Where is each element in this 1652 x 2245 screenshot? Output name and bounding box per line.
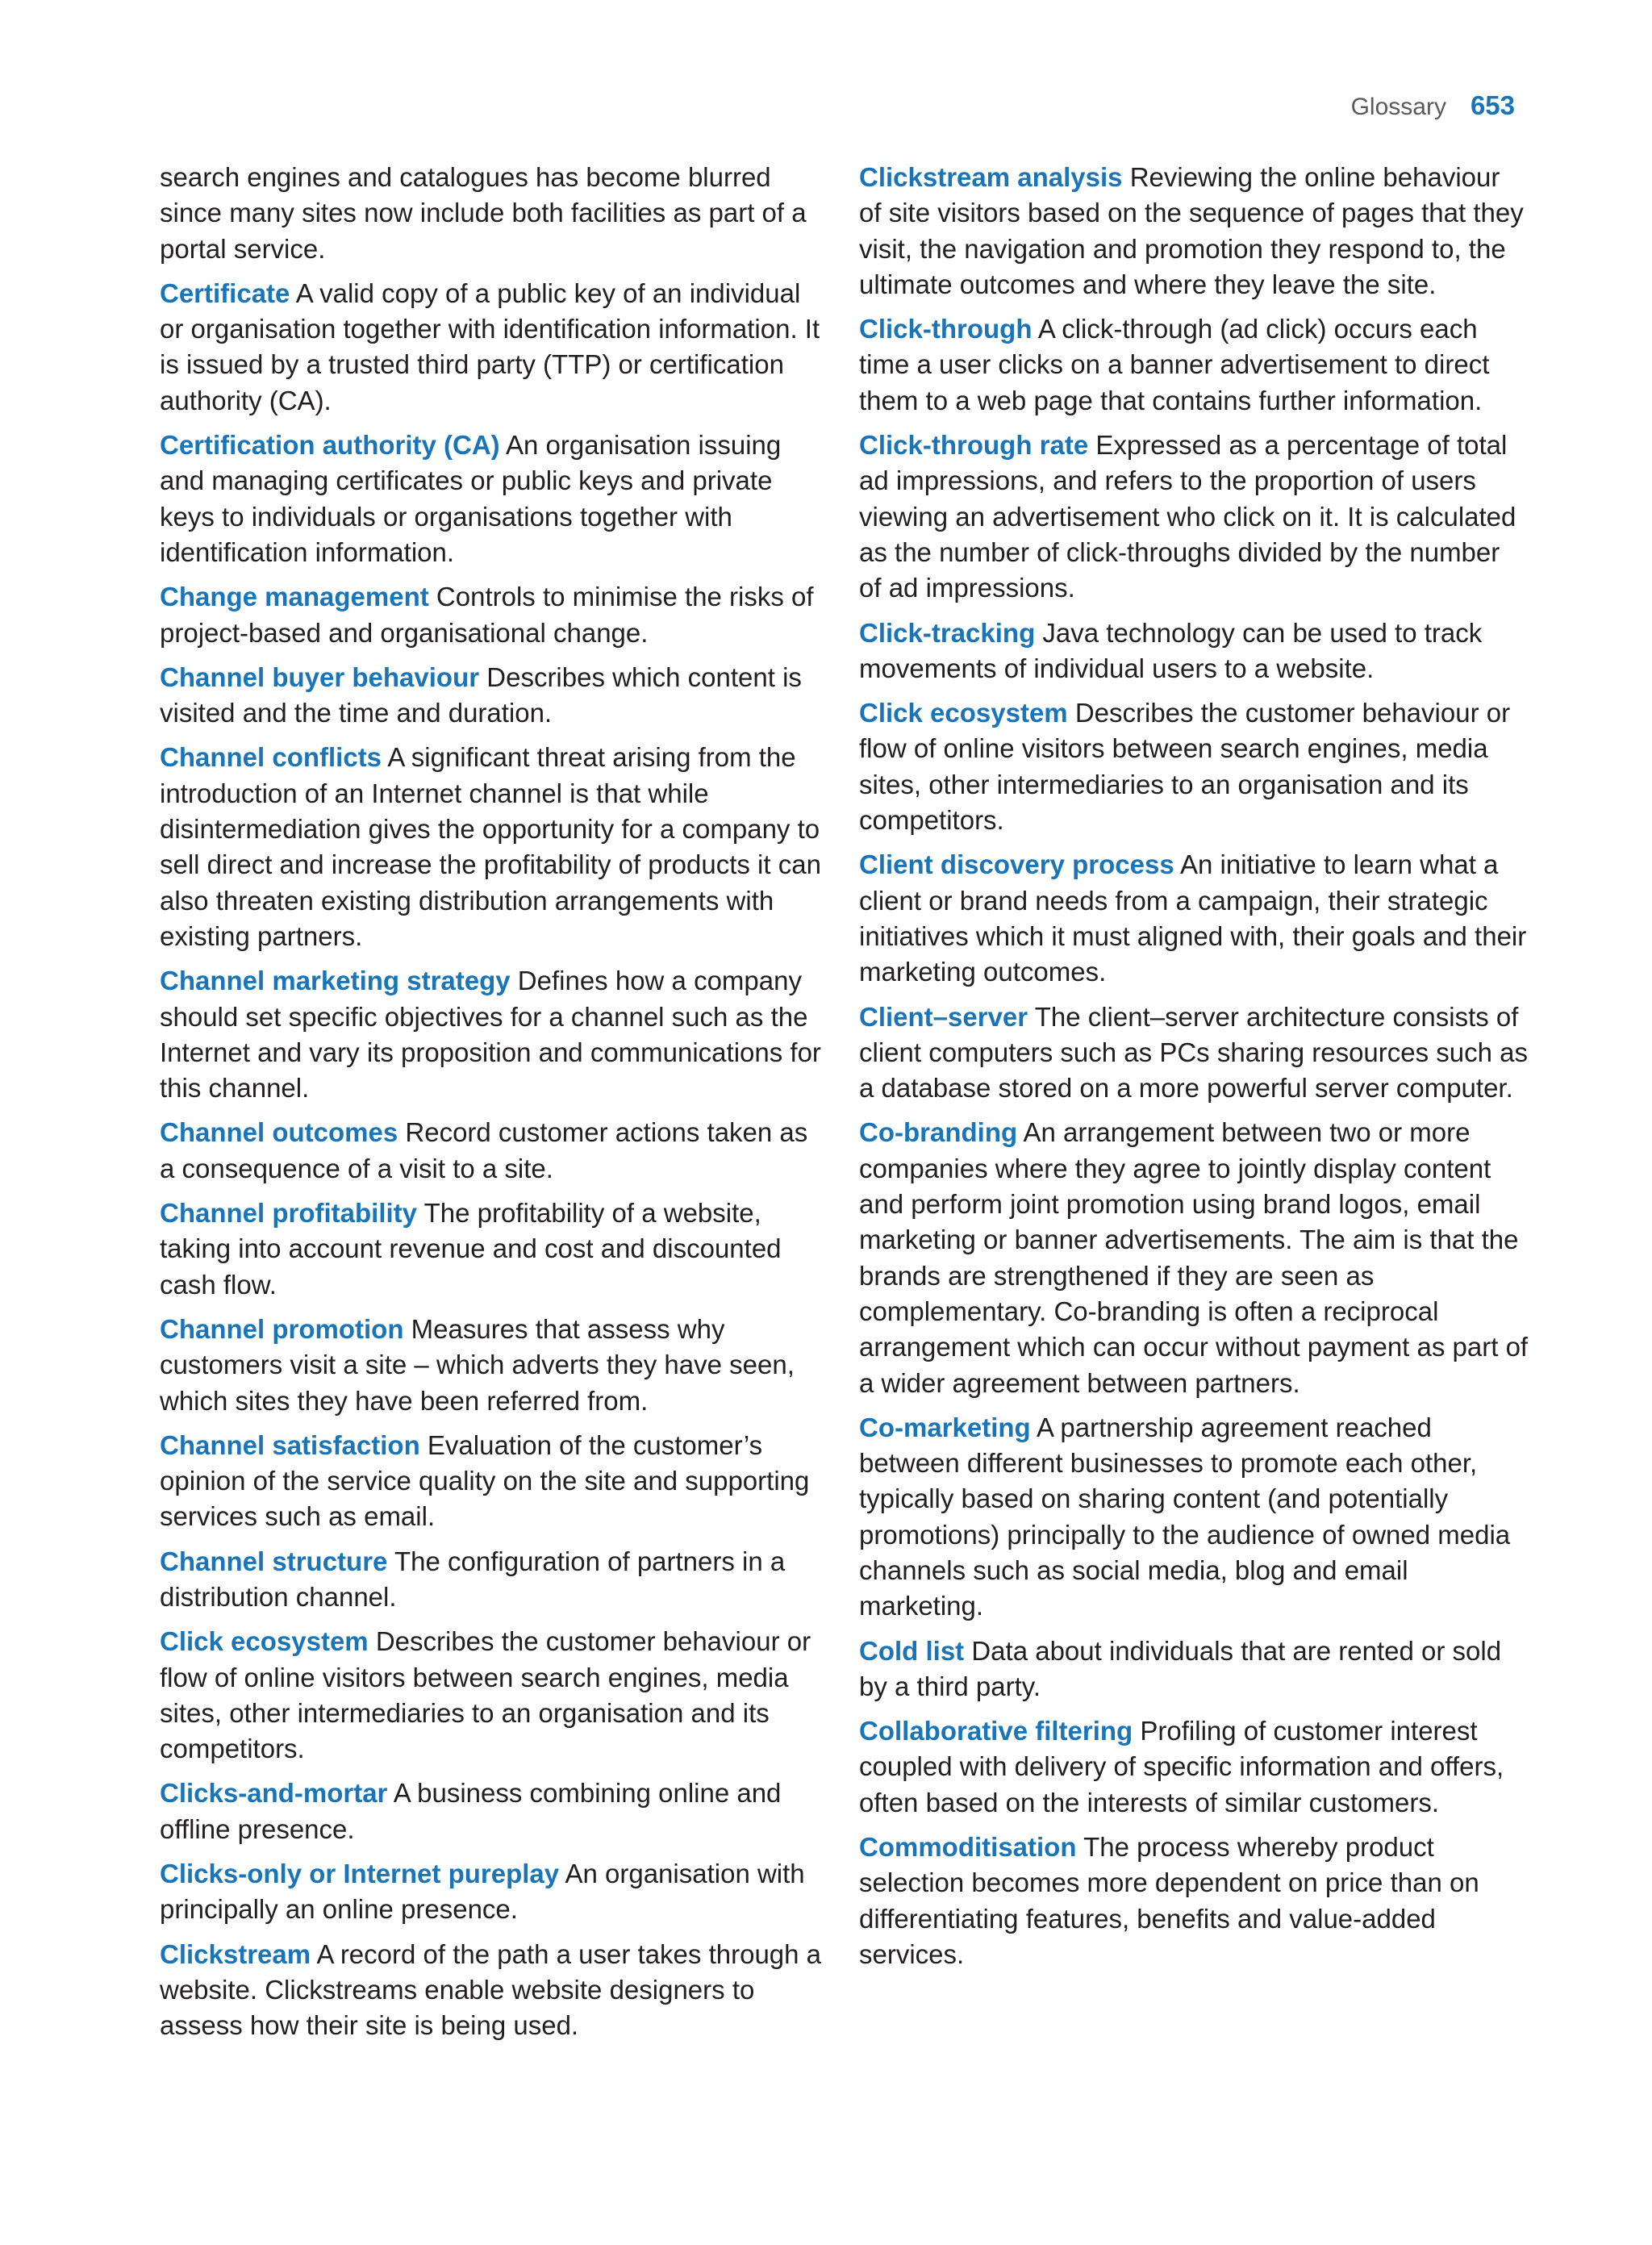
glossary-term: Click ecosystem xyxy=(160,1626,369,1657)
glossary-definition: search engines and catalogues has become blurred since many sites now include both facilities as part of a portal service. xyxy=(160,162,807,264)
glossary-entry xyxy=(160,1115,829,1187)
glossary-term: Channel outcomes xyxy=(160,1117,398,1148)
glossary-entry xyxy=(160,1428,829,1535)
glossary-definition: Measures that assess why customers visit a site – which adverts they have seen, which sites they have been referred from. xyxy=(160,1313,795,1416)
glossary-term: Client discovery process xyxy=(859,849,1174,880)
glossary-definition: The process whereby product selection becomes more dependent on price than on differentiating features, benefits and value-added services. xyxy=(859,1832,1479,1969)
glossary-entry xyxy=(859,1634,1529,1705)
glossary-definition: Describes the customer behaviour or flow of online visitors between search engines, media sites, other intermediaries to an organisation and its competitors. xyxy=(160,1626,811,1764)
glossary-entry xyxy=(859,847,1529,990)
glossary-definition: The profitability of a website, taking into account revenue and cost and discounted cash flow. xyxy=(160,1198,782,1300)
glossary-entry xyxy=(160,579,829,651)
running-head xyxy=(1351,90,1515,131)
glossary-definition: A valid copy of a public key of an individual or organisation together with identification information. It is issued by a trusted third party (TTP) or certification authority (CA). xyxy=(160,277,820,415)
glossary-entry xyxy=(859,999,1529,1107)
glossary-term: Channel promotion xyxy=(160,1313,404,1344)
glossary-entry xyxy=(859,695,1529,838)
glossary-entry xyxy=(160,963,829,1106)
glossary-definition: The configuration of partners in a distribution channel. xyxy=(160,1546,786,1612)
glossary-entry xyxy=(859,1115,1529,1400)
glossary-entry xyxy=(160,1624,829,1767)
glossary-entry xyxy=(160,1196,829,1303)
glossary-entry xyxy=(859,1713,1529,1821)
glossary-definition: Profiling of customer interest coupled with delivery of specific information and offers, often based on the interests of similar customers. xyxy=(859,1716,1504,1817)
glossary-entry xyxy=(160,160,829,267)
glossary-definition: Controls to minimise the risks of project-based and organisational change. xyxy=(160,582,814,648)
glossary-entry xyxy=(160,428,829,570)
glossary-definition: An organisation issuing and managing certificates or public keys and private keys to individuals or organisations together with identification information. xyxy=(160,430,782,567)
glossary-entry xyxy=(160,1312,829,1419)
glossary-definition: Describes which content is visited and the time and duration. xyxy=(160,661,802,728)
glossary-term: Certificate xyxy=(160,277,290,308)
glossary-entry xyxy=(160,276,829,419)
glossary-entry xyxy=(859,428,1529,606)
glossary-term: Channel structure xyxy=(160,1546,388,1576)
glossary-column-left xyxy=(160,160,829,2053)
glossary-term: Channel satisfaction xyxy=(160,1429,420,1460)
glossary-entry xyxy=(160,660,829,732)
glossary-term: Certification authority (CA) xyxy=(160,430,500,461)
glossary-entry xyxy=(160,1544,829,1616)
page-number: 653 xyxy=(1470,90,1515,120)
glossary-definition: A click-through (ad click) occurs each time a user clicks on a banner advertisement to direct them to a web page that contains further information. xyxy=(859,314,1490,415)
glossary-definition: A significant threat arising from the introduction of an Internet channel is that while disintermediation gives the opportunity for a company to sell direct and increase the profitability of products it can also threaten existing distribution arrangements with existing partners. xyxy=(160,742,821,951)
glossary-term: Clicks-only or Internet pureplay xyxy=(160,1859,560,1889)
glossary-definition: Describes the customer behaviour or flow of online visitors between search engines, media sites, other intermediaries to an organisation and its competitors. xyxy=(859,698,1511,836)
glossary-term: Click ecosystem xyxy=(859,698,1068,728)
glossary-definition: A partnership agreement reached between different businesses to promote each other, typically based on sharing content (and potentially promotions) principally to the audience of owned media channels such as social media, blog and email marketing. xyxy=(859,1412,1511,1621)
glossary-term: Client–server xyxy=(859,1001,1028,1032)
glossary-definition: Expressed as a percentage of total ad impressions, and refers to the proportion of users viewing an advertisement who click on it. It is calculated as the number of click-throughs divided by the number of ad impressions. xyxy=(859,430,1516,603)
glossary-term: Collaborative filtering xyxy=(859,1716,1133,1746)
glossary-definition: Defines how a company should set specific objectives for a channel such as the Internet and vary its proposition and communications for this channel. xyxy=(160,966,821,1104)
glossary-definition: Evaluation of the customer’s opinion of the service quality on the site and supporting services such as email. xyxy=(160,1429,810,1532)
glossary-term: Channel conflicts xyxy=(160,742,382,773)
glossary-term: Commoditisation xyxy=(859,1832,1077,1863)
glossary-term: Co-marketing xyxy=(859,1412,1031,1442)
glossary-term: Clickstream analysis xyxy=(859,162,1123,192)
glossary-entry xyxy=(160,1937,829,2044)
glossary-column-right xyxy=(859,160,1529,1981)
glossary-term: Clicks-and-mortar xyxy=(160,1778,388,1809)
glossary-entry xyxy=(859,311,1529,419)
glossary-entry xyxy=(859,160,1529,303)
glossary-definition: Data about individuals that are rented or sold by a third party. xyxy=(859,1635,1502,1701)
glossary-term: Click-through xyxy=(859,314,1032,344)
glossary-term: Co-branding xyxy=(859,1117,1018,1148)
glossary-term: Clickstream xyxy=(160,1938,311,1969)
glossary-entry xyxy=(160,1776,829,1847)
glossary-entry xyxy=(859,1830,1529,1972)
glossary-definition: An arrangement between two or more companies where they agree to jointly display content and perform joint promotion using brand logos, email marketing or banner advertisements. The aim is that the brands are strengthened if they are seen as complementary. Co-branding is often a reciprocal arrangement which can occur without payment as part of a wider agreement between partners. xyxy=(859,1117,1529,1398)
glossary-term: Click-tracking xyxy=(859,617,1036,648)
glossary-entry xyxy=(160,1856,829,1928)
glossary-term: Channel marketing strategy xyxy=(160,966,511,996)
glossary-term: Channel profitability xyxy=(160,1198,418,1229)
glossary-term: Change management xyxy=(160,582,429,612)
glossary-definition: Reviewing the online behaviour of site visitors based on the sequence of pages that they visit, the navigation and promotion they respond to, the ultimate outcomes and where they leave the site. xyxy=(859,162,1524,299)
glossary-entry xyxy=(160,740,829,954)
glossary-definition: The client–server architecture consists of client computers such as PCs sharing resources such as a database stored on a more powerful server computer. xyxy=(859,1001,1529,1104)
glossary-entry xyxy=(859,1410,1529,1625)
glossary-definition: An organisation with principally an online presence. xyxy=(160,1859,805,1925)
glossary-term: Click-through rate xyxy=(859,430,1089,461)
glossary-definition: Java technology can be used to track movements of individual users to a website. xyxy=(859,617,1483,683)
glossary-entry xyxy=(859,615,1529,687)
glossary-definition: A record of the path a user takes through a website. Clickstreams enable website designers to assess how their site is being used. xyxy=(160,1938,822,2041)
glossary-definition: A business combining online and offline presence. xyxy=(160,1778,782,1844)
section-title: Glossary xyxy=(1350,94,1446,120)
glossary-term: Cold list xyxy=(859,1635,965,1666)
glossary-definition: An initiative to learn what a client or brand needs from a campaign, their strategic initiatives which it must aligned with, their goals and their marketing outcomes. xyxy=(859,849,1527,987)
glossary-definition: Record customer actions taken as a consequence of a visit to a site. xyxy=(160,1117,808,1183)
glossary-term: Channel buyer behaviour xyxy=(160,661,480,692)
